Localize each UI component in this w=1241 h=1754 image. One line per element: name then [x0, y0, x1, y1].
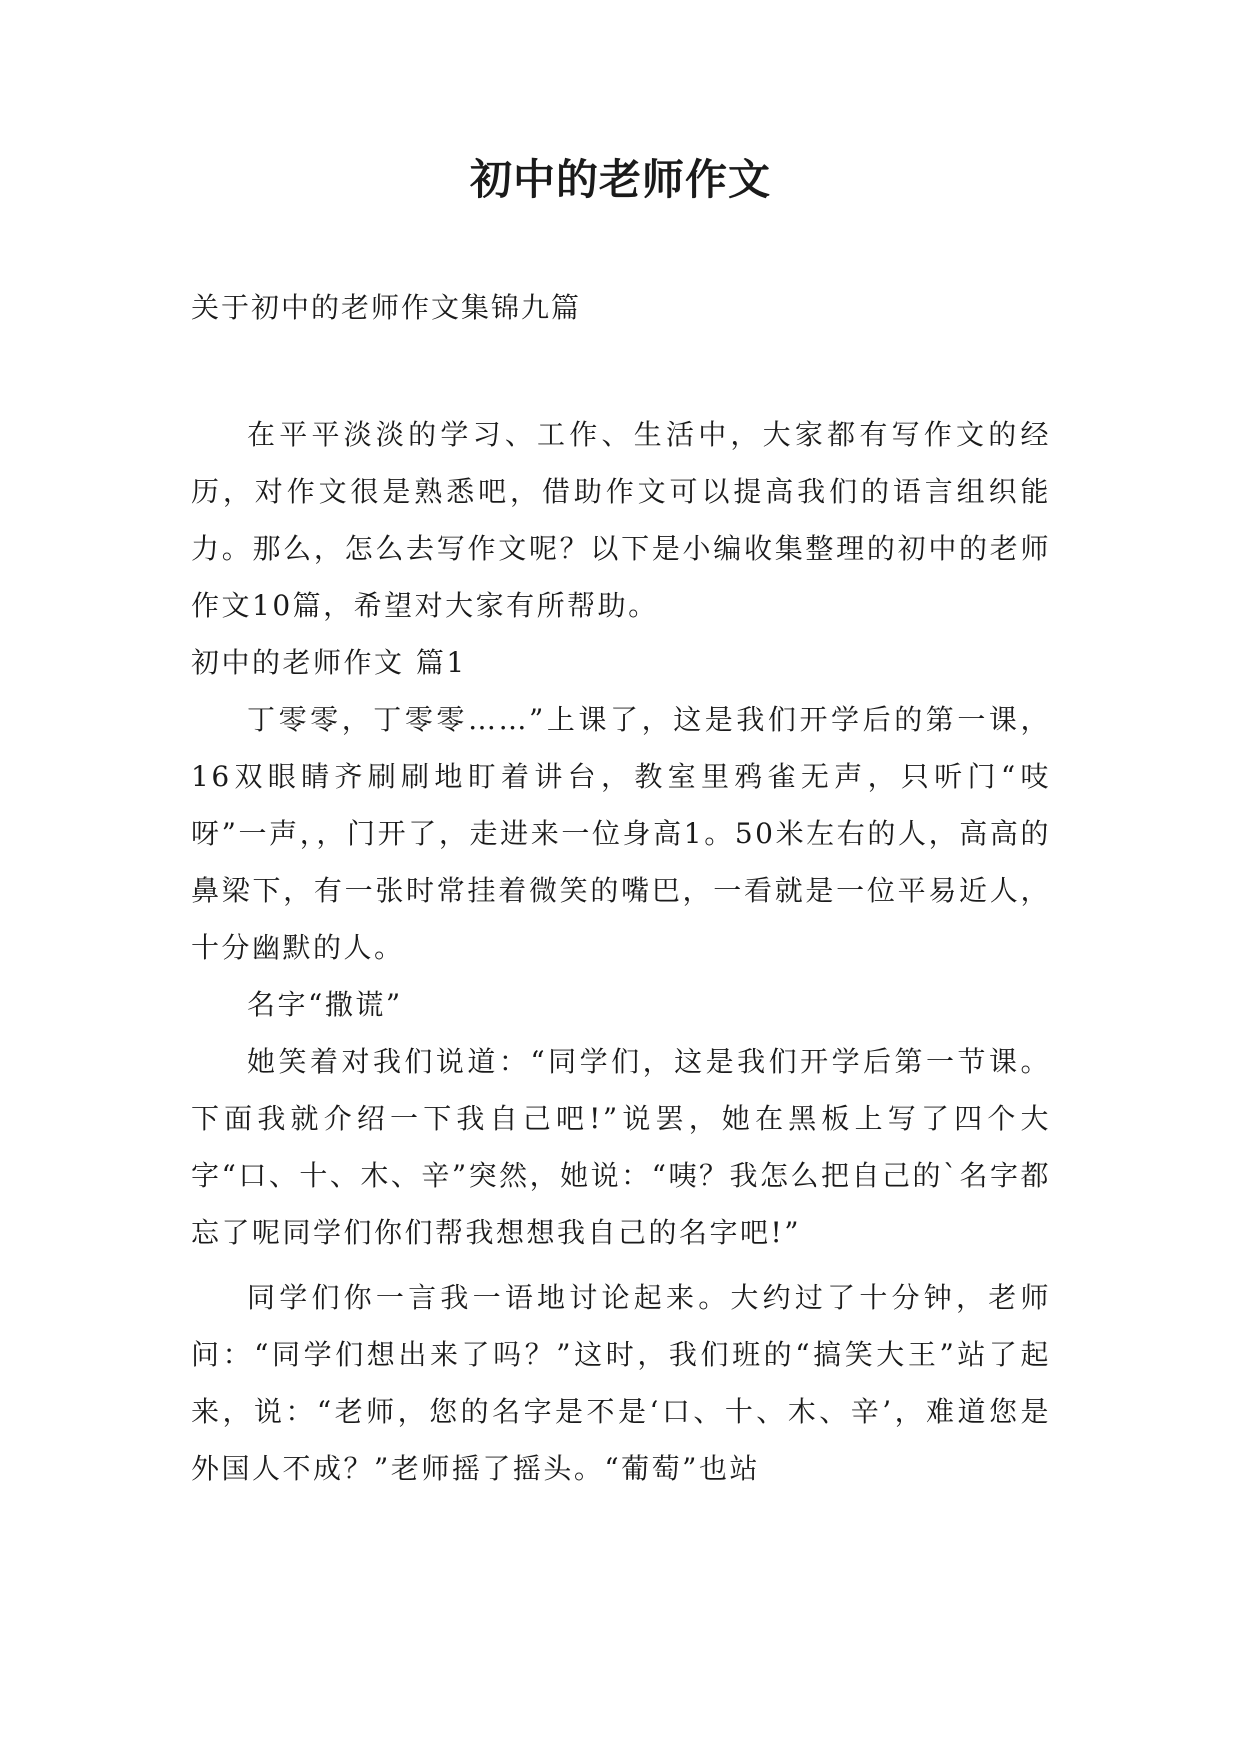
- paragraph-body: 她笑着对我们说道：“同学们，这是我们开学后第一节课。下面我就介绍一下我自己吧!”说罢，她在黑板上写了四个大字“口、十、木、辛”突然，她说：“咦？我怎么把自己的`名字都忘了呢同学们你们帮我想想我自己的名字吧!”: [191, 1045, 1051, 1249]
- paragraph-body: 丁零零，丁零零……”上课了，这是我们开学后的第一课，16双眼睛齐刷刷地盯着讲台，教室里鸦雀无声，只听门“吱呀”一声，，门开了，走进来一位身高1。50米左右的人，高高的鼻梁下，有一张时常挂着微笑的嘴巴，一看就是一位平易近人，十分幽默的人。: [191, 703, 1051, 964]
- section-heading: 初中的老师作文 篇1: [191, 646, 467, 679]
- paragraph-intro: 在平平淡淡的学习、工作、生活中，大家都有写作文的经历，对作文很是熟悉吧，借助作文可以提高我们的语言组织能力。那么，怎么去写作文呢？以下是小编收集整理的初中的老师作文10篇，希望对大家有所帮助。: [191, 418, 1051, 622]
- paragraph-body: 同学们你一言我一语地讨论起来。大约过了十分钟，老师问：“同学们想出来了吗？”这时，我们班的“搞笑大王”站了起来，说：“老师，您的名字是不是‘口、十、木、辛’，难道您是外国人不成？”老师摇了摇头。“葡萄”也站: [191, 1281, 1051, 1485]
- paragraph-subheading: 名字“撒谎”: [247, 988, 403, 1021]
- document-body: [191, 406, 1051, 1497]
- document-title: 初中的老师作文: [469, 155, 771, 204]
- document-subtitle: 关于初中的老师作文集锦九篇: [191, 291, 582, 324]
